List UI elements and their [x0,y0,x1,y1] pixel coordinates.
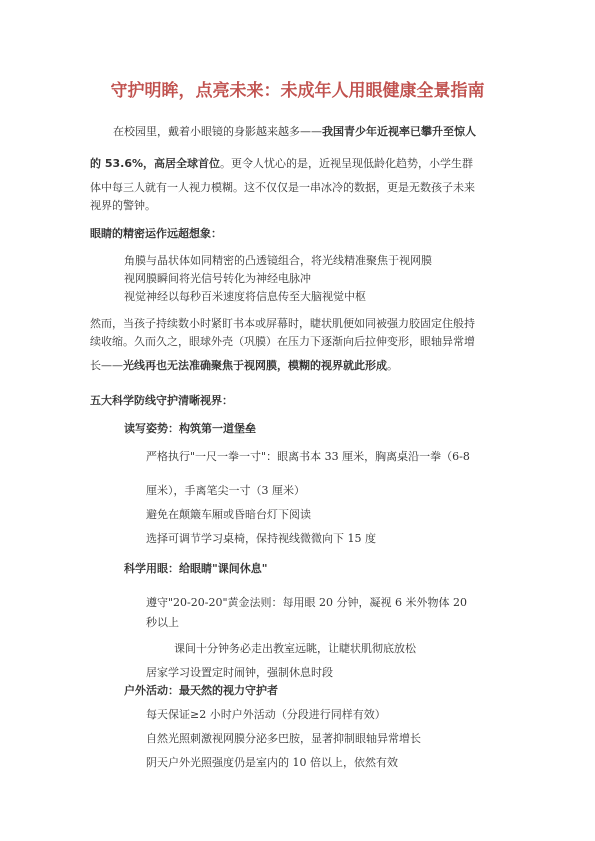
defense-heading: 五大科学防线守护清晰视界： [90,394,233,407]
intro-text: 在校园里，戴着小眼镜的身影越来越多—— [113,125,322,138]
section-item: 自然光照刺激视网膜分泌多巴胺，显著抑制眼轴异常增长 [146,732,421,745]
intro-line-1 [113,123,476,141]
section-item: 秒以上 [146,616,179,629]
section-item: 避免在颠簸车厢或昏暗台灯下阅读 [146,508,311,521]
section-item: 居家学习设置定时闹钟，强制休息时段 [146,666,333,679]
section-item: 每天保证≥2 小时户外活动（分段进行同样有效） [146,708,386,721]
eye-item: 角膜与晶状体如同精密的凸透镜组合，将光线精准聚焦于视网膜 [124,254,432,267]
section-title-eye-use: 科学用眼：给眼睛"课间休息" [124,562,268,575]
intro-highlight: 的 53.6%，高居全球首位 [90,157,220,170]
problem-highlight: 光线再也无法准确聚焦于视网膜，模糊的视界就此形成 [123,359,387,372]
section-item: 遵守"20-20-20"黄金法则：每用眼 20 分钟，凝视 6 米外物体 20 [146,596,468,609]
intro-line-4: 视界的警钟。 [90,199,156,212]
section-item: 严格执行"一尺一拳一寸"：眼离书本 33 厘米，胸离桌沿一拳（6-8 [146,450,470,463]
problem-text: 。 [387,359,398,372]
section-title-outdoor: 户外活动：最天然的视力守护者 [124,684,278,697]
section-item: 选择可调节学习桌椅，保持视线微微向下 15 度 [146,532,376,545]
page-title: 守护明眸，点亮未来：未成年人用眼健康全景指南 [110,81,485,101]
problem-line-2: 续收缩。久而久之，眼球外壳（巩膜）在压力下逐渐向后拉伸变形，眼轴异常增 [90,335,475,348]
intro-line-3: 体中每三人就有一人视力模糊。这不仅仅是一串冰冷的数据，更是无数孩子未来 [90,181,475,194]
problem-line-1: 然而，当孩子持续数小时紧盯书本或屏幕时，睫状肌便如同被强力胶固定住般持 [90,317,475,330]
section-title-reading-posture: 读写姿势：构筑第一道堡垒 [124,422,256,435]
problem-line-3 [90,357,398,375]
section-item: 阴天户外光照强度仍是室内的 10 倍以上，依然有效 [146,756,398,769]
intro-highlight: 我国青少年近视率已攀升至惊人 [322,125,476,138]
eye-item: 视网膜瞬间将光信号转化为神经电脉冲 [124,272,311,285]
intro-line-2 [90,155,473,173]
eye-item: 视觉神经以每秒百米速度将信息传至大脑视觉中枢 [124,290,366,303]
problem-text: 长—— [90,359,123,372]
intro-text: 。更令人忧心的是，近视呈现低龄化趋势，小学生群 [220,157,473,170]
section-item: 课间十分钟务必走出教室远眺，让睫状肌彻底放松 [174,642,416,655]
section-item: 厘米），手离笔尖一寸（3 厘米） [146,484,305,497]
eye-section-heading: 眼睛的精密运作远超想象： [90,227,222,240]
